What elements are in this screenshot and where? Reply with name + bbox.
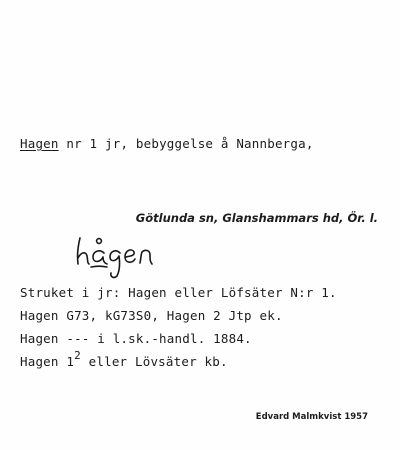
note-line-4-end: eller Lövsäter kb. [80,354,228,369]
handwritten-dialect-form [74,232,174,280]
heading-description: nr 1 jr, bebyggelse å Nannberga, [58,136,314,151]
note-line-4-superscript: 2 [74,349,81,362]
note-line-3: Hagen --- i l.sk.-handl. 1884. [20,331,252,346]
handwritten-dialect-drawing [74,232,174,280]
collector-signature: Edvard Malmkvist 1957 [255,412,368,422]
note-line-4 [20,349,228,369]
heading-line [20,136,314,151]
note-line-2: Hagen G73, kG73S0, Hagen 2 Jtp ek. [20,308,283,323]
note-line-4-start: Hagen 1 [20,354,75,369]
note-line-1: Struket i jr: Hagen eller Löfsäter N:r 1. [20,285,337,300]
location-stamp: Götlunda sn, Glanshammars hd, Ör. l. [135,211,378,225]
place-name-heading: Hagen [20,136,59,151]
